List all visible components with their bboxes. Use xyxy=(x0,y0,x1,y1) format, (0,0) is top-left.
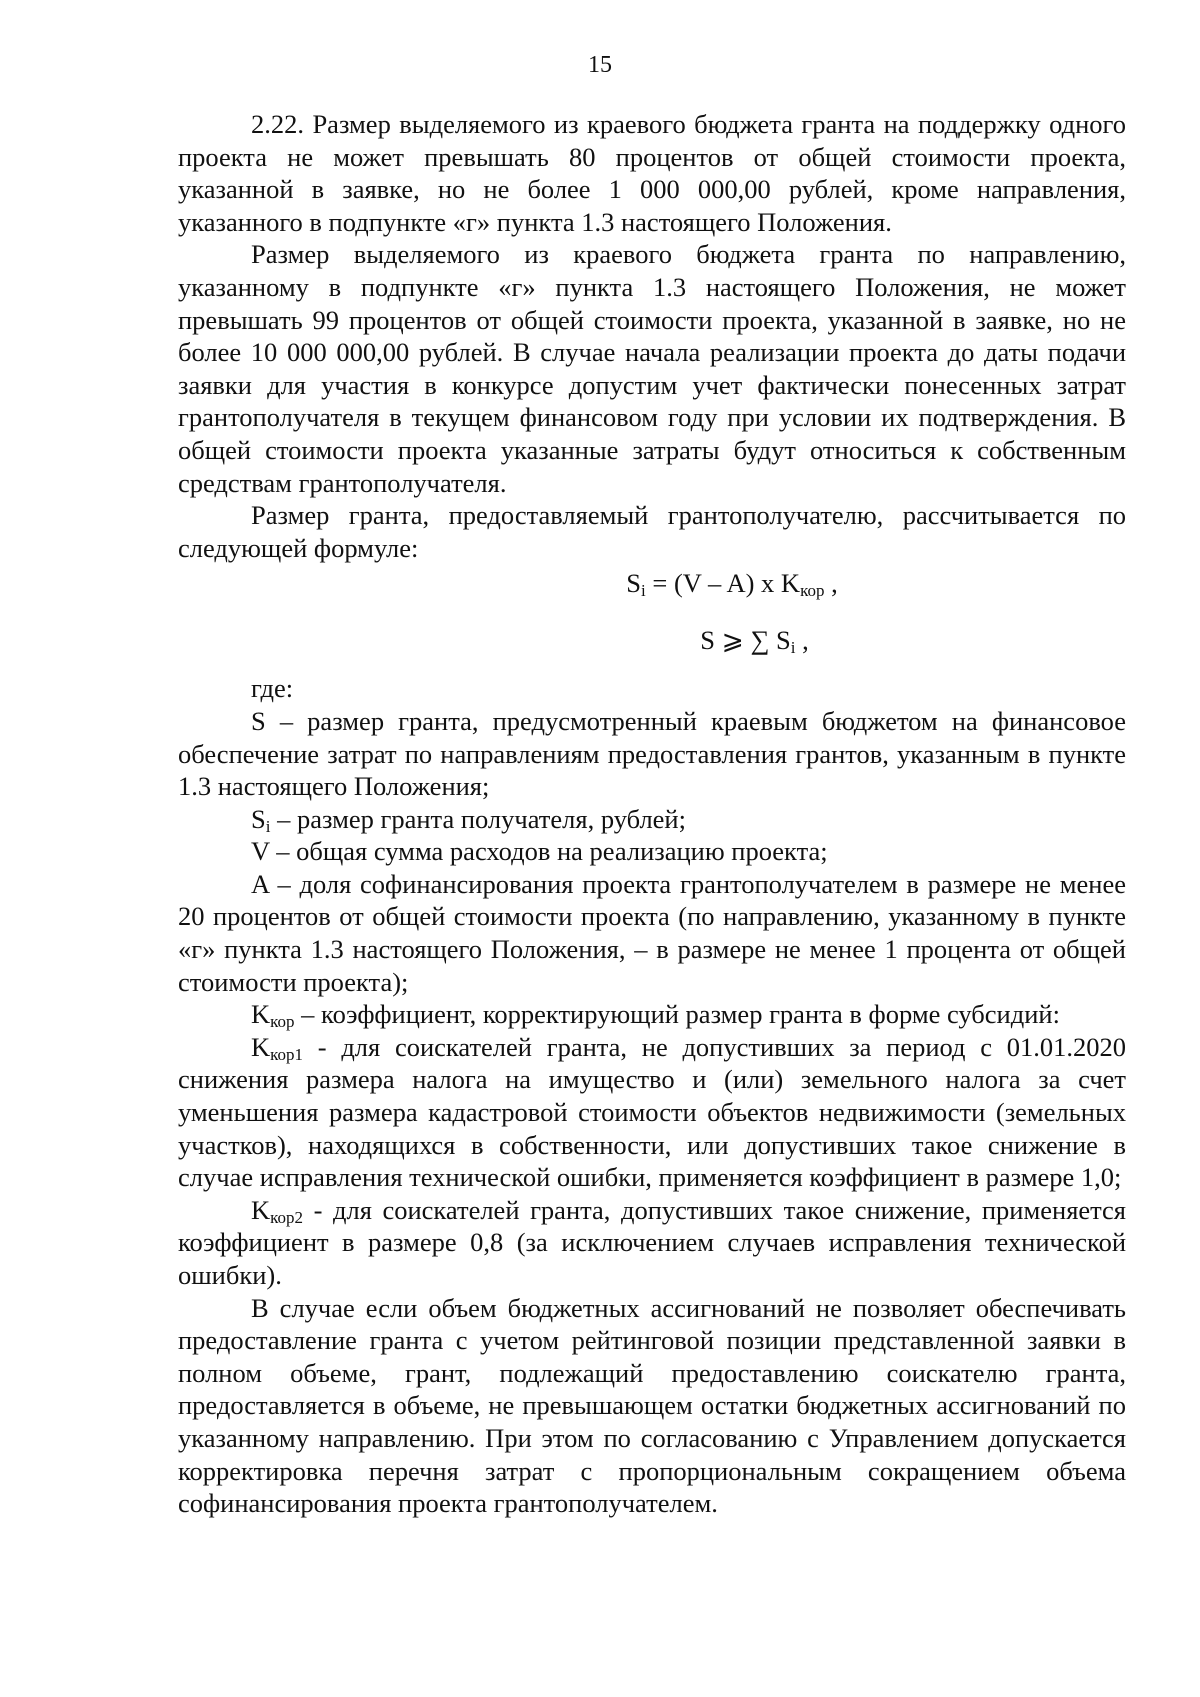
definition-si-text: – размер гранта получателя, рублей; xyxy=(270,803,686,834)
definition-k2 xyxy=(178,1194,1126,1292)
paragraph-2-22: 2.22. Размер выделяемого из краевого бюджета гранта на поддержку одного проекта не может превышать 80 процентов от общей стоимости проекта, указанной в заявке, но не более 1 000 000,00 рублей, кроме направления, указанного в подпункте «г» пункта 1.3 настоящего Положения. xyxy=(178,109,1126,237)
formula-k-subscript: кор xyxy=(800,581,825,601)
definition-k2-text: - для соискателей гранта, допустивших такое снижение, применяется коэффициент в размере 0,8 (за исключением случаев исправления технической ошибки). xyxy=(178,1194,1126,1290)
formula-tail: , xyxy=(824,568,838,599)
formula-expression: = (V – A) x K xyxy=(645,568,801,599)
formula-sum-subscript: i xyxy=(790,638,796,658)
formula-sum-tail: , xyxy=(795,625,809,656)
formula-grant-amount xyxy=(178,567,1126,602)
definition-v: V – общая сумма расходов на реализацию проекта; xyxy=(251,836,828,867)
definition-k-subscript: кор xyxy=(270,1012,295,1032)
paragraph-budget-allocation: В случае если объем бюджетных ассигнований не позволяет обеспечивать предоставление гранта с учетом рейтинговой позиции представленной заявки в полном объеме, грант, подлежащий предоставлению соискателю гранта, предоставляется в объеме, не превышающем остатки бюджетных ассигнований по указанному направлению. При этом по согласованию с Управлением допускается корректировка перечня затрат с пропорциональным сокращением объема софинансирования проекта грантополучателем. xyxy=(178,1292,1126,1519)
definition-k2-symbol: K xyxy=(251,1194,271,1225)
formula-s-symbol: S xyxy=(626,568,642,599)
definition-si-subscript: i xyxy=(265,816,271,836)
formula-s-subscript: i xyxy=(641,581,646,601)
definition-k xyxy=(178,998,1126,1031)
formula-sum-expression: S ⩾ ∑ S xyxy=(700,625,791,656)
where-label: где: xyxy=(251,673,294,704)
paragraph-formula-intro: Размер гранта, предоставляемый грантополучателю, рассчитывается по следующей формуле: xyxy=(178,500,1126,563)
definition-k1-subscript: кор1 xyxy=(270,1044,304,1064)
document-body xyxy=(178,108,1126,1520)
definition-k-text: – коэффициент, корректирующий размер гранта в форме субсидий: xyxy=(294,999,1060,1030)
definition-k1-text: - для соискателей гранта, не допустивших за период с 01.01.2020 снижения размера налога на имущество и (или) земельного налога за счет уменьшения размера кадастровой стоимости объектов недвижимости (земельных участков), находящихся в собственности, или допустивших такое снижение в случае исправления технической ошибки, применяется коэффициент в размере 1,0; xyxy=(178,1031,1126,1193)
formula-sum-condition xyxy=(178,624,1126,659)
definition-k2-subscript: кор2 xyxy=(270,1207,304,1227)
page-number: 15 xyxy=(588,52,612,78)
definition-si xyxy=(178,803,1126,836)
definition-k1 xyxy=(178,1031,1126,1194)
definition-k1-symbol: K xyxy=(251,1031,271,1062)
definition-s: S – размер гранта, предусмотренный краевым бюджетом на финансовое обеспечение затрат по направлениям предоставления грантов, указанным в пункте 1.3 настоящего Положения; xyxy=(178,705,1126,802)
definition-si-symbol: S xyxy=(251,803,266,834)
definition-k-symbol: K xyxy=(251,999,271,1030)
definition-a: A – доля софинансирования проекта грантополучателем в размере не менее 20 процентов от общей стоимости проекта (по направлению, указанному в пункте «г» пункта 1.3 настоящего Положения, – в размере не менее 1 процента от общей стоимости проекта); xyxy=(178,868,1126,997)
paragraph-grant-size-direction-g: Размер выделяемого из краевого бюджета гранта по направлению, указанному в подпункте «г» пункта 1.3 настоящего Положения, не может превышать 99 процентов от общей стоимости проекта, указанной в заявке, но не более 10 000 000,00 рублей. В случае начала реализации проекта до даты подачи заявки для участия в конкурсе допустим учет фактически понесенных затрат грантополучателя в текущем финансовом году при условии их подтверждения. В общей стоимости проекта указанные затраты будут относиться к собственным средствам грантополучателя. xyxy=(178,239,1126,498)
